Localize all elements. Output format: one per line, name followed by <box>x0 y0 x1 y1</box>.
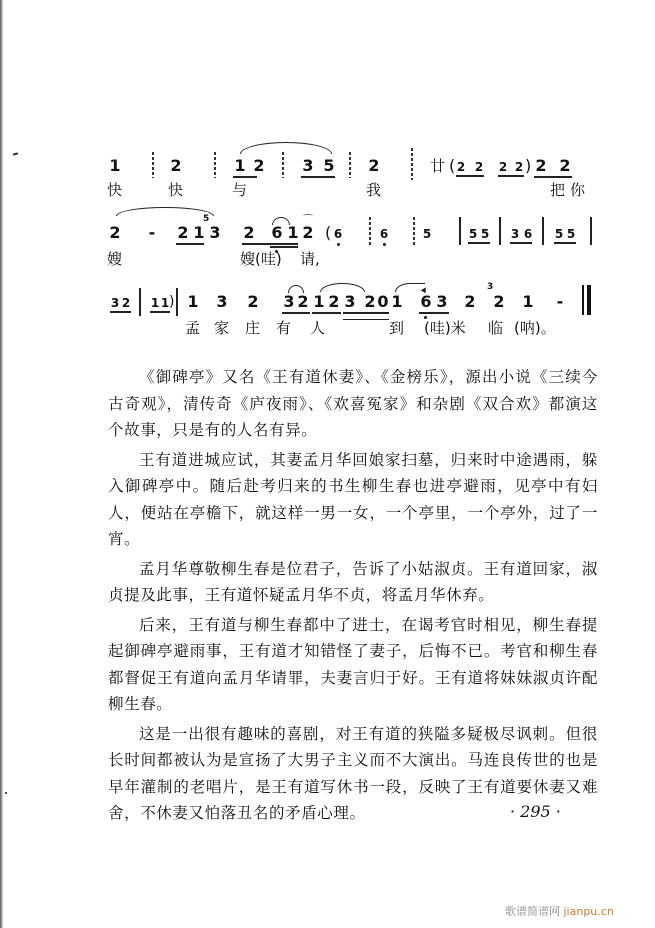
bar-line <box>459 217 461 245</box>
note: 5 <box>468 227 478 241</box>
note: 6 <box>271 223 283 242</box>
note: 3 <box>283 292 295 311</box>
note: 3 <box>209 223 221 242</box>
note: 3 <box>344 292 356 311</box>
lyric: 与 <box>232 181 248 199</box>
bar-line <box>542 217 544 245</box>
lyric: 庄 <box>245 319 261 337</box>
note: 2 <box>253 156 265 175</box>
beat-underline <box>554 242 576 244</box>
note: 1 <box>522 292 534 311</box>
note: 1 <box>234 156 246 175</box>
beat-underline <box>242 243 298 245</box>
note: 2 <box>109 223 121 242</box>
beat-underline <box>456 175 484 177</box>
beat-underline <box>282 312 310 314</box>
dash: - <box>148 223 156 242</box>
paragraph: 这是一出很有趣味的喜剧，对王有道的狭隘多疑极尽讽刺。但很长时间都被认为是宣扬了大男子主义而不大演出。马连良传世的也是早年灌制的老唱片，是王有道写休书一段，反映了王有道要休妻又难舍，不休妻又怕落丑名的矛盾心理。 <box>108 724 598 822</box>
beat-underline <box>176 243 204 245</box>
score-line-1 <box>100 140 620 200</box>
note: 1 <box>160 296 170 310</box>
lyric: 请, <box>300 250 320 268</box>
bar-line <box>139 288 141 316</box>
paragraph: 后来，王有道与柳生春都中了进士，在谒考官时相见，柳生春提起御碑亭避雨事，王有道才知错怪了妻子，后悔不已。考官和柳生春都督促王有道向孟月华请罪，夫妻言归于好。王有道将妹妹淑贞许配柳生春。 <box>108 615 598 713</box>
lyric: (呐)。 <box>514 319 556 337</box>
note: 1 <box>287 223 299 242</box>
article-body <box>108 364 598 827</box>
scan-dot <box>5 792 7 794</box>
fermata: ⌒ <box>303 215 313 226</box>
scan-mark <box>13 152 18 155</box>
final-barline-thick <box>587 285 591 315</box>
note: 0 <box>377 292 389 311</box>
lyric: 嫂(哇) <box>240 250 282 268</box>
score-line-2 <box>100 205 620 270</box>
paragraph: 《御碑亭》又名《王有道休妻》、《金榜乐》，源出小说《三续今古奇观》，清传奇《庐夜雨》、《欢喜冤家》和杂剧《双合欢》都演这个故事，只是有的人名有异。 <box>108 368 598 439</box>
note: 2 <box>456 160 466 174</box>
lyric: 家 <box>214 319 230 337</box>
bar-line <box>499 217 501 245</box>
note: 2 <box>364 292 376 311</box>
beat-underline <box>270 246 298 248</box>
watermark <box>505 903 614 919</box>
note: 3 <box>510 227 520 241</box>
slur <box>116 207 214 216</box>
note: 5 <box>566 227 576 241</box>
lyric: 嫂 <box>107 250 123 268</box>
note: 6 <box>420 292 432 311</box>
note: 2 <box>243 223 255 242</box>
note: 1 <box>187 292 199 311</box>
note: 2 <box>498 160 508 174</box>
beat-underline <box>312 312 341 314</box>
beat-underline <box>301 176 335 178</box>
note: 2 <box>302 223 314 242</box>
paren-close: ) <box>169 294 175 310</box>
lyric: 临 <box>488 319 504 337</box>
bar-line <box>176 288 178 316</box>
octave-dot <box>337 243 340 246</box>
beat-underline <box>468 242 490 244</box>
paragraph: 王有道进城应试，其妻孟月华回娘家扫墓，归来时中途遇雨，躲入御碑亭中。随后赴考归来的书生柳生春也进亭避雨，见亭中有妇人，便站在亭檐下，就这样一男一女，一个亭里，一个亭外，过了一宵。 <box>108 450 598 548</box>
beat-underline <box>534 176 572 178</box>
page-left-edge <box>0 0 3 928</box>
note: 2 <box>121 296 131 310</box>
octave-dot <box>383 243 386 246</box>
page-number: · 295 · <box>510 802 561 821</box>
bar-line <box>349 152 351 178</box>
lyric: 把 <box>550 181 566 199</box>
note: 2 <box>535 156 547 175</box>
watermark-domain: jianpu.cn <box>563 905 614 918</box>
lyric: 到 <box>389 319 405 337</box>
note: 3 <box>216 292 228 311</box>
lyric: 我 <box>366 181 382 199</box>
note: 2 <box>368 156 380 175</box>
note: 2 <box>177 223 189 242</box>
slur <box>240 142 332 154</box>
note: 2 <box>464 292 476 311</box>
beat-underline <box>110 311 131 313</box>
bar-line <box>282 152 284 178</box>
grace-note: 3 <box>487 282 494 292</box>
paren-open: ( <box>325 223 332 242</box>
slur <box>320 283 365 292</box>
paragraph: 孟月华尊敬柳生春是位君子，告诉了小姑淑贞。王有道回家，淑贞提及此事，王有道怀疑孟月华不贞，将孟月华休弃。 <box>108 559 598 604</box>
beat-underline <box>150 311 170 313</box>
beat-underline <box>498 175 524 177</box>
note: 6 <box>379 227 389 241</box>
bar-line <box>411 148 413 180</box>
note: 3 <box>302 156 314 175</box>
note: 1 <box>313 292 325 311</box>
paren-close: ) <box>525 156 532 175</box>
note: 6 <box>523 227 533 241</box>
beat-underline <box>419 312 449 314</box>
note: 5 <box>323 156 335 175</box>
grace-note: 5 <box>203 214 210 224</box>
lyric: 人 <box>310 319 326 337</box>
note: 6 <box>333 227 343 241</box>
note: 5 <box>480 227 490 241</box>
note: 2 <box>474 160 484 174</box>
note: 5 <box>422 227 432 241</box>
note: 2 <box>559 156 571 175</box>
note: 5 <box>554 227 564 241</box>
note: 3 <box>436 292 448 311</box>
note: 1 <box>391 292 403 311</box>
score-line-3 <box>100 280 620 340</box>
lyric: (哇)米 <box>424 319 466 337</box>
lyric: 孟 <box>185 319 201 337</box>
bar-line <box>590 217 592 245</box>
note: 2 <box>328 292 340 311</box>
note: 3 <box>110 296 120 310</box>
note: 2 <box>493 292 505 311</box>
note: 1 <box>109 156 121 175</box>
dash: - <box>556 292 564 311</box>
note: 2 <box>247 292 259 311</box>
bar-line <box>152 152 154 178</box>
watermark-site-name: 歌谱简谱网 <box>505 905 560 918</box>
tempo-mark: 廿 <box>430 157 446 175</box>
beat-double-underline <box>343 314 389 320</box>
note: 1 <box>150 296 160 310</box>
paren-open: ( <box>449 156 456 175</box>
beat-underline <box>233 176 257 178</box>
note: 2 <box>170 156 182 175</box>
lyric: 快 <box>168 181 184 199</box>
final-barline-thin <box>582 285 584 315</box>
bar-line <box>369 217 371 245</box>
lyric: 快 <box>107 181 123 199</box>
beat-underline <box>510 242 532 244</box>
lyric: 有 <box>276 319 292 337</box>
note: 1 <box>193 223 205 242</box>
note: 2 <box>514 160 524 174</box>
lyric: 你 <box>570 181 586 199</box>
note: 2 <box>297 292 309 311</box>
bar-line <box>214 152 216 178</box>
bar-line <box>413 217 415 245</box>
